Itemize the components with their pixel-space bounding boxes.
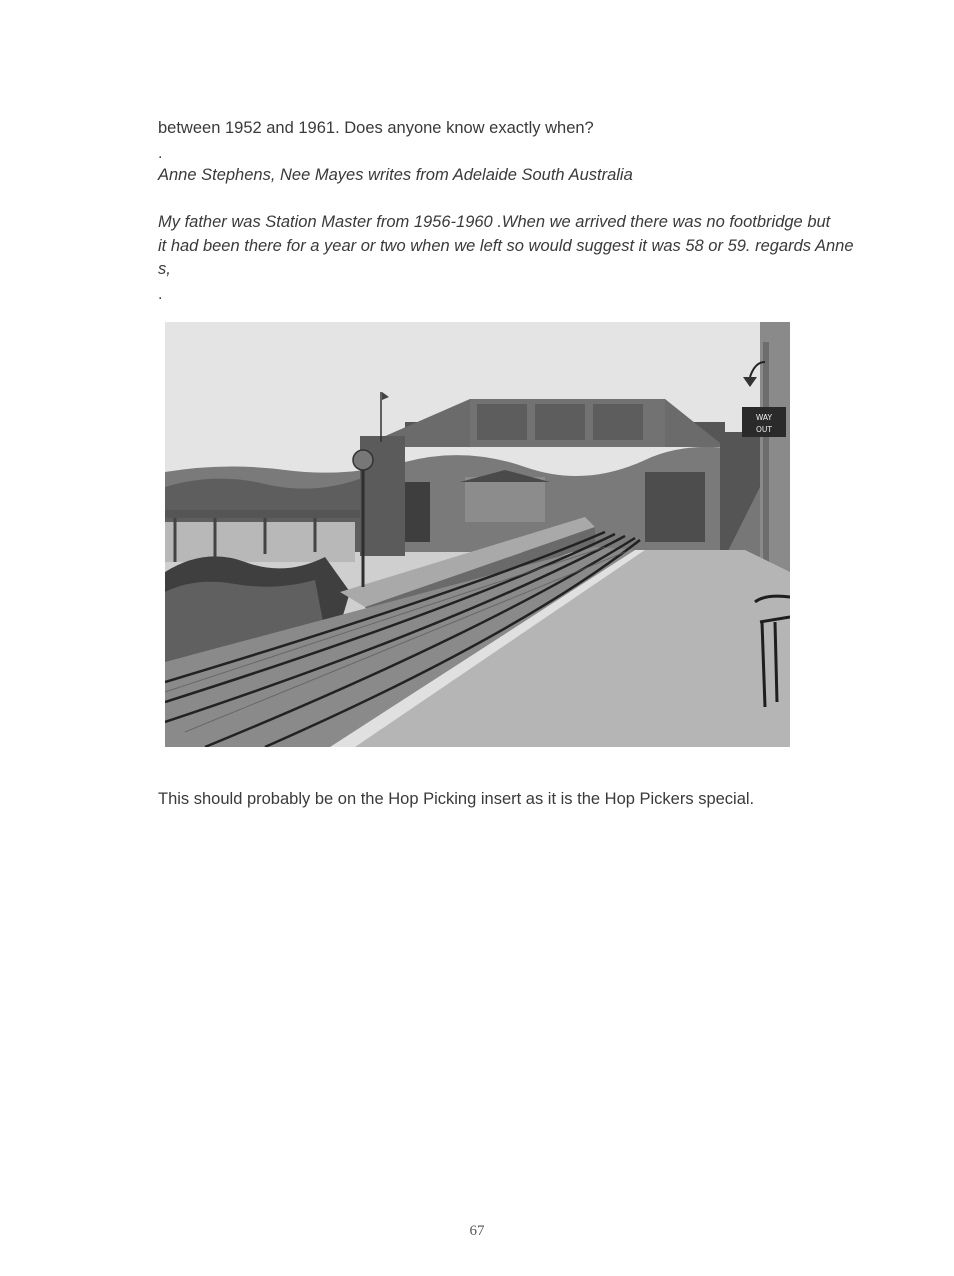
way-out-sign-line2: OUT xyxy=(756,425,772,434)
way-out-sign-line1: WAY xyxy=(755,413,773,422)
quote-line-3: s, xyxy=(158,260,171,278)
quote-block xyxy=(158,211,854,282)
quote-line-2: it had been there for a year or two when we left so would suggest it was 58 or 59. regards Anne xyxy=(158,236,854,255)
quote-line-1: My father was Station Master from 1956-1960 .When we arrived there was no footbridge but xyxy=(158,213,831,231)
separator-dot-2: . xyxy=(158,286,163,303)
page-number: 67 xyxy=(469,1223,485,1239)
station-photo xyxy=(165,322,790,747)
caption-text: This should probably be on the Hop Picking insert as it is the Hop Pickers special. xyxy=(158,790,755,808)
attribution-text: Anne Stephens, Nee Mayes writes from Adelaide South Australia xyxy=(158,166,633,184)
separator-dot: . xyxy=(158,145,163,162)
intro-text: between 1952 and 1961. Does anyone know exactly when? xyxy=(158,119,594,137)
